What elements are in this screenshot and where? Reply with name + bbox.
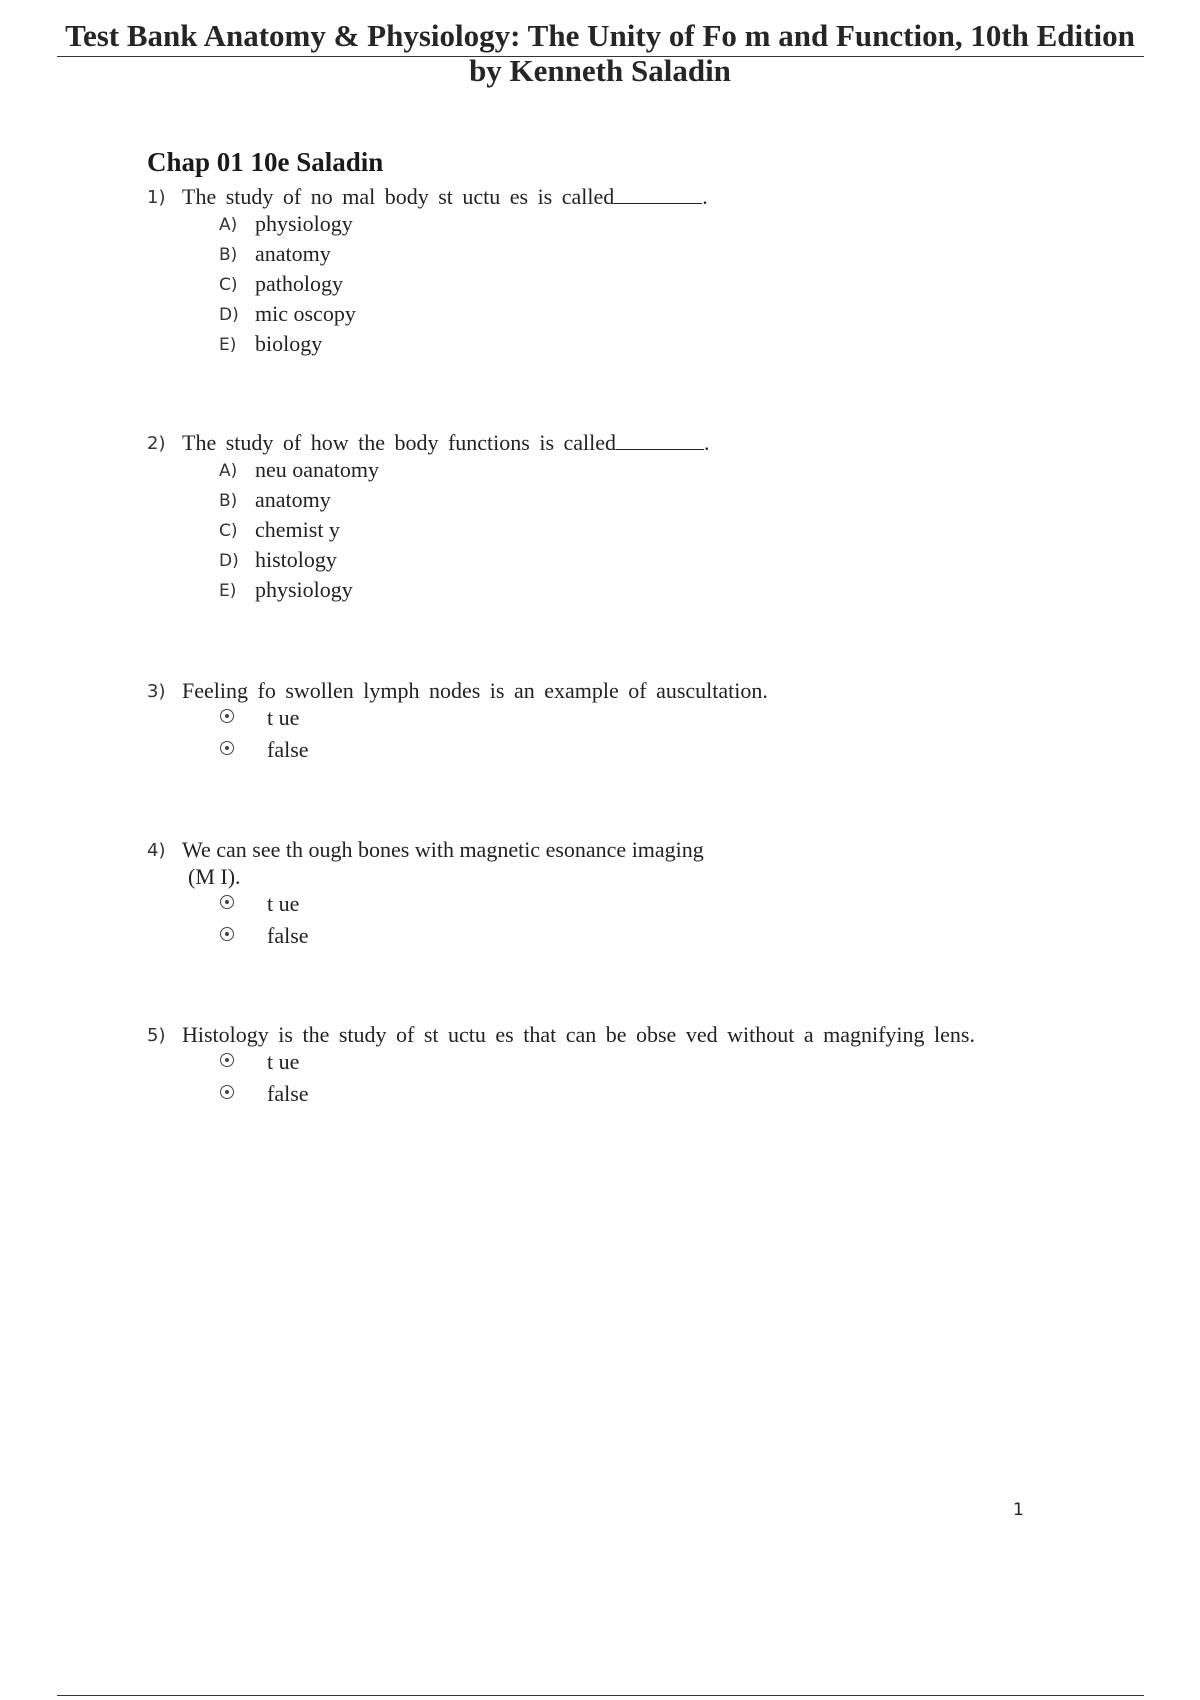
option-letter: B) <box>219 245 238 265</box>
question-stem <box>147 677 1107 704</box>
option-letter: A) <box>219 215 238 235</box>
question-number: 2) <box>147 433 166 454</box>
blank-suffix: . <box>702 184 708 209</box>
question-text: Feeling fo swollen lymph nodes is an example of auscultation. <box>182 678 768 703</box>
option-a[interactable] <box>147 210 1107 240</box>
radio-icon[interactable] <box>220 709 234 723</box>
option-letter: C) <box>219 521 238 541</box>
question-text: Histology is the study of st uctu es that can be obse ved without a magnifying lens. <box>182 1022 975 1047</box>
option-true[interactable] <box>147 1048 1107 1080</box>
radio-icon[interactable] <box>220 895 234 909</box>
option-text: false <box>267 737 309 762</box>
question-text: The study of how the body functions is called <box>182 430 617 455</box>
option-letter: D) <box>219 551 239 571</box>
option-true[interactable] <box>147 890 1107 922</box>
title-line-2: by Kenneth Saladin <box>469 53 731 88</box>
option-b[interactable] <box>147 240 1107 270</box>
option-d[interactable] <box>147 300 1107 330</box>
radio-icon[interactable] <box>220 741 234 755</box>
option-true[interactable] <box>147 704 1107 736</box>
option-text: mic oscopy <box>255 301 356 326</box>
option-letter: E) <box>219 335 237 355</box>
answer-blank <box>616 431 704 450</box>
page-number: 1 <box>1013 1500 1024 1520</box>
option-text: neu oanatomy <box>255 457 380 482</box>
option-letter: C) <box>219 275 238 295</box>
radio-icon[interactable] <box>220 927 234 941</box>
option-text: anatomy <box>255 487 331 512</box>
question-text: We can see th ough bones with magnetic esonance imaging <box>182 837 704 862</box>
option-text: false <box>267 923 309 948</box>
option-letter: A) <box>219 461 238 481</box>
option-e[interactable] <box>147 330 1107 360</box>
option-text: pathology <box>255 271 343 296</box>
option-false[interactable] <box>147 1080 1107 1112</box>
question-text-continued: (M I). <box>188 864 241 889</box>
question-text: The study of no mal body st uctu es is called <box>182 184 615 209</box>
option-e[interactable] <box>147 576 1107 606</box>
option-text: t ue <box>267 1049 300 1074</box>
question-stem <box>147 836 1107 890</box>
option-d[interactable] <box>147 546 1107 576</box>
option-text: t ue <box>267 705 300 730</box>
option-c[interactable] <box>147 270 1107 300</box>
option-text: anatomy <box>255 241 331 266</box>
question-number: 4) <box>147 840 166 861</box>
header-rule <box>57 56 1144 57</box>
question-stem <box>147 429 1107 456</box>
option-text: physiology <box>255 211 353 236</box>
footer-rule <box>57 1695 1144 1696</box>
option-text: false <box>267 1081 309 1106</box>
question-3 <box>147 677 1107 768</box>
option-b[interactable] <box>147 486 1107 516</box>
answer-blank <box>614 185 702 204</box>
option-letter: B) <box>219 491 238 511</box>
option-letter: D) <box>219 305 239 325</box>
question-number: 3) <box>147 681 166 702</box>
option-c[interactable] <box>147 516 1107 546</box>
question-1 <box>147 183 1107 360</box>
option-false[interactable] <box>147 736 1107 768</box>
question-number: 1) <box>147 187 166 208</box>
option-false[interactable] <box>147 922 1107 954</box>
question-5 <box>147 1021 1107 1112</box>
question-number: 5) <box>147 1025 166 1046</box>
question-4 <box>147 836 1107 954</box>
option-text: histology <box>255 547 337 572</box>
document-title <box>40 18 1160 88</box>
option-a[interactable] <box>147 456 1107 486</box>
chapter-heading: Chap 01 10e Saladin <box>147 147 384 177</box>
question-stem <box>147 1021 1107 1048</box>
option-text: biology <box>255 331 323 356</box>
title-line-1: Test Bank Anatomy & Physiology: The Unity of Fo m and Function, 10th Edition <box>65 18 1135 53</box>
blank-suffix: . <box>704 430 710 455</box>
question-stem <box>147 183 1107 210</box>
radio-icon[interactable] <box>220 1053 234 1067</box>
option-text: physiology <box>255 577 353 602</box>
option-text: chemist y <box>255 517 340 542</box>
option-text: t ue <box>267 891 300 916</box>
radio-icon[interactable] <box>220 1085 234 1099</box>
option-letter: E) <box>219 581 237 601</box>
question-2 <box>147 429 1107 606</box>
